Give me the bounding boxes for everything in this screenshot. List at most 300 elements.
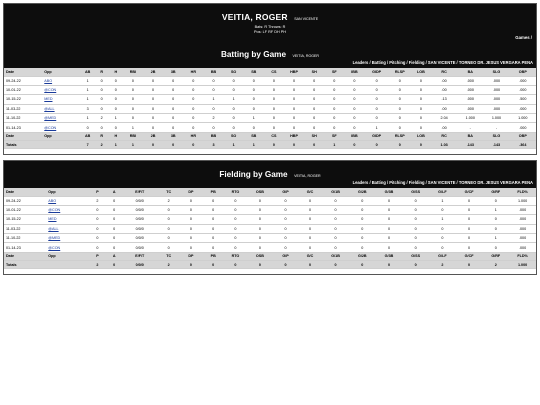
batting-total-hr: 0 [183,140,203,148]
batting-col-ibb[interactable]: IBB [344,132,364,140]
opponent-link[interactable]: @ALL [46,224,88,233]
fielding-cell-g-1b: 0 [322,234,349,243]
fielding-col-g-c[interactable]: G/C [298,188,322,196]
batting-col-rlsp[interactable]: RLSP [389,68,411,76]
opponent-link[interactable]: @CON [46,243,88,252]
batting-cell-bb: 0 [203,104,223,113]
batting-row [4,123,536,132]
batting-cell-sf: 0 [324,123,344,132]
batting-cell-r: 2 [95,114,109,123]
fielding-col-e-f-t[interactable]: E/F/T [122,252,158,260]
batting-cell-hr: 0 [183,123,203,132]
batting-col-date[interactable]: Date [4,132,42,140]
fielding-cell-g-p: 0 [273,215,297,224]
opponent-link[interactable]: ABO [46,196,88,205]
batting-col-h[interactable]: H [109,68,123,76]
batting-cell-gidp: 1 [365,123,389,132]
batting-cell-sb: 0 [244,85,264,94]
batting-cell-so: 0 [224,114,244,123]
fielding-cell-g-2b: 0 [349,234,376,243]
batting-total-rbi: 1 [123,140,143,148]
batting-cell-sf: 0 [324,114,344,123]
fielding-cell-g-1b: 0 [322,243,349,252]
batting-cell-cs: 0 [264,95,284,104]
fielding-cell-g-3b: 0 [376,224,403,233]
batting-cell-ba: .000 [457,76,483,85]
batting-table-footer-header [4,132,536,140]
fielding-cell-a: 0 [106,196,122,205]
fielding-col-date[interactable]: Date [4,252,46,260]
batting-cell-sb: 0 [244,123,264,132]
fielding-title-player: VEITIA, ROGER [294,174,321,178]
fielding-col-g-ss[interactable]: G/SS [402,188,429,196]
batting-total-obp: .364 [510,140,536,148]
fielding-cell-dp: 0 [180,205,202,214]
fielding-cell-g-cf: 0 [456,196,483,205]
batting-col-2b[interactable]: 2B [143,68,163,76]
batting-col-sf[interactable]: SF [324,68,344,76]
batting-cell-h: 0 [109,95,123,104]
fielding-totals-row [4,260,536,268]
fielding-col-e-f-t[interactable]: E/F/T [122,188,158,196]
batting-col-gidp[interactable]: GIDP [365,68,389,76]
fielding-cell-g-lf: 0 [429,243,456,252]
batting-cell-sb: 1 [244,114,264,123]
batting-col-bb[interactable]: BB [203,68,223,76]
batting-total-hbp: 0 [284,140,304,148]
fielding-col-opp[interactable]: Opp [46,188,88,196]
fielding-cell-g-2b: 0 [349,196,376,205]
fielding-cell-rto: 0 [224,224,246,233]
batting-col-ab[interactable]: AB [81,132,95,140]
batting-col-cs[interactable]: CS [264,68,284,76]
fielding-col-g-1b[interactable]: G/1B [322,252,349,260]
batting-col-date[interactable]: Date [4,68,42,76]
batting-cell-bb: 1 [203,95,223,104]
fielding-cell-tc: 2 [158,196,180,205]
batting-col-r[interactable]: R [95,68,109,76]
fielding-cell-g-lf: 0 [429,205,456,214]
fielding-col-g-rf[interactable]: G/RF [482,188,509,196]
fielding-col-p[interactable]: P [89,188,107,196]
batting-cell-gidp: 0 [365,95,389,104]
batting-total-3b: 0 [163,140,183,148]
batting-cell-h: 1 [109,114,123,123]
batting-cell-2b: 0 [143,114,163,123]
fielding-col-tc[interactable]: TC [158,188,180,196]
fielding-total-g-c: 0 [298,260,322,268]
opponent-link[interactable]: @MED [46,234,88,243]
fielding-panel [3,160,537,275]
batting-cell-so: 1 [224,95,244,104]
batting-row [4,114,536,123]
batting-col-bb[interactable]: BB [203,132,223,140]
batting-cell-rlsp: 0 [389,104,411,113]
batting-total-rlsp: 0 [389,140,411,148]
batting-total-sf: 1 [324,140,344,148]
opponent-link[interactable]: @CON [46,205,88,214]
fielding-cell-a: 0 [106,215,122,224]
batting-col-rbi[interactable]: RBI [123,132,143,140]
batting-col-opp[interactable]: Opp [42,132,80,140]
batting-col-hbp[interactable]: HBP [284,68,304,76]
fielding-total-tc: 2 [158,260,180,268]
fielding-table-header [4,188,536,196]
batting-cell-hr: 0 [183,104,203,113]
fielding-cell-g-c: 0 [298,205,322,214]
batting-col-hr[interactable]: HR [183,68,203,76]
fielding-col-a[interactable]: A [106,252,122,260]
batting-total-r: 2 [95,140,109,148]
opponent-link[interactable]: MED [42,95,80,104]
fielding-cell-e-f-t: 0/0/0 [122,243,158,252]
fielding-col-fldpct[interactable]: FLD% [509,188,536,196]
batting-col-rlsp[interactable]: RLSP [389,132,411,140]
batting-cell-3b: 0 [163,123,183,132]
fielding-cell-g-p: 0 [273,205,297,214]
fielding-cell-p: 0 [89,234,107,243]
fielding-cell-osb: 0 [247,234,274,243]
fielding-col-tc[interactable]: TC [158,252,180,260]
fielding-cell-g-lf: 0 [429,224,456,233]
fielding-cell-p: 2 [89,196,107,205]
fielding-cell-date: 11-10-22 [4,234,46,243]
batting-col-slg[interactable]: SLG [483,132,509,140]
batting-col-so[interactable]: SO [224,132,244,140]
batting-cell-rbi: 1 [123,123,143,132]
fielding-cell-g-c: 0 [298,196,322,205]
batting-col-lob[interactable]: LOB [411,68,431,76]
batting-cell-rlsp: 0 [389,114,411,123]
batting-cell-3b: 0 [163,85,183,94]
fielding-col-dp[interactable]: DP [180,188,202,196]
batting-cell-lob: 0 [411,104,431,113]
batting-cell-ibb: 0 [344,85,364,94]
fielding-cell-e-f-t: 0/0/0 [122,205,158,214]
opponent-link[interactable]: MED [46,215,88,224]
batting-col-ibb[interactable]: IBB [344,68,364,76]
fielding-cell-a: 0 [106,243,122,252]
batting-col-so[interactable]: SO [224,68,244,76]
batting-cell-slg: - [483,123,509,132]
batting-row [4,95,536,104]
batting-cell-rbi: 0 [123,95,143,104]
fielding-cell-pb: 0 [202,196,224,205]
batting-col-obp[interactable]: OBP [510,132,536,140]
opponent-link[interactable]: @CON [42,123,80,132]
fielding-col-g-p[interactable]: G/P [273,252,297,260]
batting-cell-r: 0 [95,76,109,85]
batting-cell-hr: 0 [183,76,203,85]
fielding-row [4,196,536,205]
batting-cell-2b: 0 [143,95,163,104]
batting-cell-rc: .00 [431,104,457,113]
fielding-total-rto: 0 [224,260,246,268]
fielding-col-opp[interactable]: Opp [46,252,88,260]
batting-col-rbi[interactable]: RBI [123,68,143,76]
batting-cell-hbp: 0 [284,95,304,104]
batting-cell-lob: 0 [411,95,431,104]
fielding-cell-pb: 0 [202,205,224,214]
batting-cell-sh: 0 [304,123,324,132]
batting-col-sb[interactable]: SB [244,132,264,140]
batting-cell-gidp: 0 [365,76,389,85]
batting-cell-cs: 0 [264,85,284,94]
fielding-col-date[interactable]: Date [4,188,46,196]
batting-cell-so: 0 [224,123,244,132]
fielding-col-osb[interactable]: OSB [247,188,274,196]
fielding-row [4,215,536,224]
batting-cell-bb: 0 [203,123,223,132]
opponent-link[interactable]: @CON [42,85,80,94]
batting-cell-rbi: 0 [123,114,143,123]
batting-col-rc[interactable]: RC [431,132,457,140]
batting-cell-gidp: 0 [365,85,389,94]
batting-cell-sh: 0 [304,114,324,123]
opponent-link[interactable]: @MED [42,114,80,123]
batting-cell-sh: 0 [304,76,324,85]
fielding-total-p: 2 [89,260,107,268]
fielding-col-pb[interactable]: PB [202,252,224,260]
batting-cell-obp: .000 [510,76,536,85]
fielding-cell-g-cf: 0 [456,243,483,252]
batting-totals-row [4,140,536,148]
fielding-cell-g-3b: 0 [376,205,403,214]
batting-total-sb: 1 [244,140,264,148]
batting-cell-hbp: 0 [284,123,304,132]
fielding-col-g-lf[interactable]: G/LF [429,188,456,196]
batting-cell-date: 09-24-22 [4,76,42,85]
batting-col-sh[interactable]: SH [304,68,324,76]
batting-cell-hbp: 0 [284,85,304,94]
fielding-total-g-ss: 0 [402,260,429,268]
batting-col-hbp[interactable]: HBP [284,132,304,140]
fielding-cell-g-ss: 0 [402,205,429,214]
batting-col-opp[interactable]: Opp [42,68,80,76]
fielding-total-a: 0 [106,260,122,268]
fielding-col-g-c[interactable]: G/C [298,252,322,260]
batting-col-ab[interactable]: AB [81,68,95,76]
fielding-cell-osb: 0 [247,205,274,214]
batting-cell-3b: 0 [163,104,183,113]
fielding-table-footer-header [4,252,536,260]
fielding-cell-g-c: 0 [298,224,322,233]
fielding-cell-date: 10-15-22 [4,215,46,224]
batting-col-cs[interactable]: CS [264,132,284,140]
fielding-col-g-2b[interactable]: G/2B [349,188,376,196]
batting-panel [3,3,537,155]
batting-col-slg[interactable]: SLG [483,68,509,76]
fielding-col-g-2b[interactable]: G/2B [349,252,376,260]
fielding-cell-osb: 0 [247,215,274,224]
batting-cell-r: 0 [95,123,109,132]
fielding-cell-fldpct: .000 [509,243,536,252]
batting-cell-date: 11-03-22 [4,104,42,113]
batting-cell-bb: 2 [203,114,223,123]
batting-cell-hr: 0 [183,85,203,94]
fielding-cell-fldpct: .000 [509,215,536,224]
fielding-cell-g-cf: 0 [456,205,483,214]
batting-cell-rc: .13 [431,95,457,104]
fielding-col-rto[interactable]: RTO [224,252,246,260]
batting-col-rc[interactable]: RC [431,68,457,76]
batting-col-2b[interactable]: 2B [143,132,163,140]
fielding-cell-g-c: 0 [298,243,322,252]
fielding-cell-rto: 0 [224,234,246,243]
fielding-total-e-f-t: 0/0/0 [122,260,158,268]
batting-cell-date: 10-15-22 [4,95,42,104]
fielding-cell-fldpct: .000 [509,205,536,214]
batting-cell-2b: 0 [143,85,163,94]
batting-cell-r: 0 [95,104,109,113]
batting-col-sh[interactable]: SH [304,132,324,140]
batting-cell-ba: .000 [457,95,483,104]
fielding-cell-e-f-t: 0/0/0 [122,215,158,224]
batting-col-h[interactable]: H [109,132,123,140]
fielding-title-text: Fielding by Game [219,170,288,179]
batting-title-text: Batting by Game [220,50,287,59]
batting-col-sf[interactable]: SF [324,132,344,140]
games-link[interactable]: Games / [515,35,532,40]
batting-cell-rlsp: 0 [389,95,411,104]
fielding-col-g-rf[interactable]: G/RF [482,252,509,260]
fielding-total-g-lf: 2 [429,260,456,268]
batting-cell-ab: 3 [81,104,95,113]
fielding-cell-fldpct: .000 [509,234,536,243]
fielding-cell-tc: 0 [158,215,180,224]
batting-total-sh: 0 [304,140,324,148]
fielding-nav-links[interactable]: Leaders / Batting / Pitching / Fielding / SAN VICENTE / TORNEO DR. JESUS VERGARA PENA [352,180,533,185]
fielding-cell-g-p: 0 [273,234,297,243]
fielding-row [4,243,536,252]
batting-col-obp[interactable]: OBP [510,68,536,76]
fielding-col-g-ss[interactable]: G/SS [402,252,429,260]
fielding-cell-tc: 0 [158,224,180,233]
batting-cell-lob: 0 [411,114,431,123]
fielding-col-p[interactable]: P [89,252,107,260]
batting-total-opp [42,140,80,148]
batting-total-2b: 0 [143,140,163,148]
fielding-col-osb[interactable]: OSB [247,252,274,260]
fielding-cell-dp: 0 [180,243,202,252]
fielding-cell-tc: 0 [158,234,180,243]
fielding-cell-osb: 0 [247,224,274,233]
fielding-cell-osb: 0 [247,196,274,205]
opponent-link[interactable]: @ALL [42,104,80,113]
batting-cell-sh: 0 [304,104,324,113]
batting-col-3b[interactable]: 3B [163,68,183,76]
fielding-cell-rto: 0 [224,215,246,224]
batting-cell-rc: .00 [431,76,457,85]
batting-cell-3b: 0 [163,95,183,104]
fielding-col-a[interactable]: A [106,188,122,196]
opponent-link[interactable]: ABO [42,76,80,85]
batting-row [4,85,536,94]
fielding-col-rto[interactable]: RTO [224,188,246,196]
fielding-cell-p: 0 [89,205,107,214]
fielding-col-g-lf[interactable]: G/LF [429,252,456,260]
fielding-col-g-1b[interactable]: G/1B [322,188,349,196]
batting-total-slg: .143 [483,140,509,148]
fielding-cell-g-rf: 0 [482,196,509,205]
fielding-col-g-3b[interactable]: G/3B [376,252,403,260]
fielding-total-opp [46,260,88,268]
fielding-col-fldpct[interactable]: FLD% [509,252,536,260]
batting-cell-rlsp: 0 [389,76,411,85]
fielding-cell-p: 0 [89,224,107,233]
fielding-cell-g-1b: 0 [322,215,349,224]
fielding-cell-g-lf: 0 [429,234,456,243]
batting-cell-ba: - [457,123,483,132]
fielding-col-g-cf[interactable]: G/CF [456,252,483,260]
batting-cell-cs: 0 [264,123,284,132]
batting-total-ibb: 0 [344,140,364,148]
batting-col-ba[interactable]: BA [457,132,483,140]
batting-col-hr[interactable]: HR [183,132,203,140]
fielding-cell-a: 0 [106,224,122,233]
fielding-cell-g-rf: 0 [482,224,509,233]
batting-total-ab: 7 [81,140,95,148]
batting-cell-2b: 0 [143,104,163,113]
fielding-col-dp[interactable]: DP [180,252,202,260]
batting-col-3b[interactable]: 3B [163,132,183,140]
fielding-cell-fldpct: 1.000 [509,196,536,205]
batting-cell-sf: 0 [324,76,344,85]
fielding-col-pb[interactable]: PB [202,188,224,196]
batting-cell-rc: 2.04 [431,114,457,123]
fielding-cell-dp: 0 [180,234,202,243]
fielding-cell-date: 01-14-23 [4,243,46,252]
fielding-cell-g-rf: 1 [482,234,509,243]
fielding-cell-g-rf: 0 [482,243,509,252]
player-positions: Pos: LF RF DH PH [253,29,287,34]
fielding-cell-pb: 0 [202,243,224,252]
fielding-cell-rto: 0 [224,243,246,252]
player-name: VEITIA, ROGER [221,12,288,22]
fielding-total-pb: 0 [202,260,224,268]
fielding-col-g-p[interactable]: G/P [273,188,297,196]
batting-nav-links[interactable]: Leaders / Batting / Pitching / Fielding / SAN VICENTE / TORNEO DR. JESUS VERGARA PENA [352,60,533,65]
batting-cell-hr: 0 [183,114,203,123]
batting-cell-rbi: 0 [123,76,143,85]
batting-total-ba: .143 [457,140,483,148]
batting-cell-cs: 0 [264,104,284,113]
fielding-cell-g-3b: 0 [376,215,403,224]
fielding-cell-g-2b: 0 [349,205,376,214]
batting-cell-lob: 0 [411,76,431,85]
fielding-col-g-3b[interactable]: G/3B [376,188,403,196]
batting-cell-slg: .000 [483,76,509,85]
batting-cell-ba: 1.000 [457,114,483,123]
batting-col-sb[interactable]: SB [244,68,264,76]
batting-col-r[interactable]: R [95,132,109,140]
fielding-cell-g-3b: 0 [376,196,403,205]
fielding-total-fldpct: 1.000 [509,260,536,268]
batting-cell-rc: .00 [431,85,457,94]
batting-cell-sh: 0 [304,85,324,94]
batting-col-ba[interactable]: BA [457,68,483,76]
fielding-col-g-cf[interactable]: G/CF [456,188,483,196]
batting-total-rc: 1.03 [431,140,457,148]
fielding-cell-e-f-t: 0/0/0 [122,224,158,233]
batting-col-lob[interactable]: LOB [411,132,431,140]
fielding-total-g-3b: 0 [376,260,403,268]
batting-total-bb: 3 [203,140,223,148]
fielding-cell-g-c: 0 [298,215,322,224]
fielding-cell-g-ss: 0 [402,215,429,224]
batting-col-gidp[interactable]: GIDP [365,132,389,140]
batting-cell-sb: 0 [244,95,264,104]
